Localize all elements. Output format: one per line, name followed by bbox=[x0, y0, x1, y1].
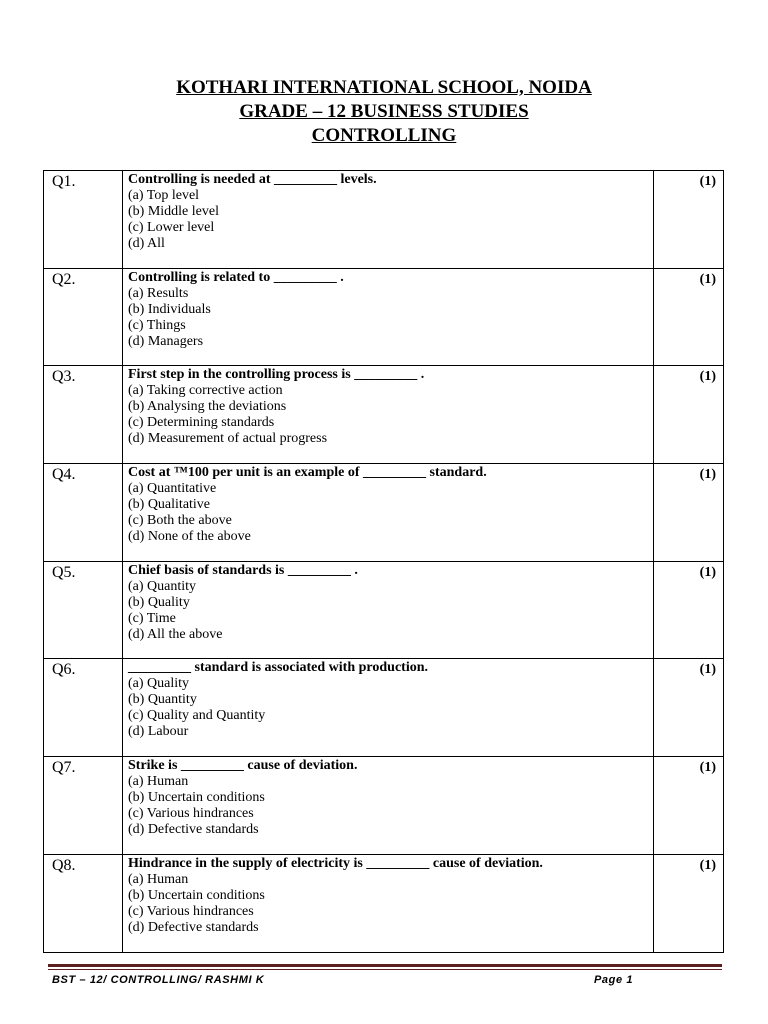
question-content bbox=[123, 659, 654, 757]
question-text: Controlling is related to _________ . bbox=[128, 269, 344, 285]
answer-option: (a) Quantitative bbox=[128, 481, 217, 497]
question-marks: (1) bbox=[654, 757, 724, 855]
question-number: Q2. bbox=[44, 268, 123, 366]
answer-option: (a) Human bbox=[128, 871, 189, 887]
question-row bbox=[44, 366, 724, 464]
question-text: Hindrance in the supply of electricity is _________ cause of deviation. bbox=[128, 855, 543, 871]
question-text: Controlling is needed at _________ levels. bbox=[128, 172, 377, 187]
question-text: Cost at ™100 per unit is an example of _________ standard. bbox=[128, 465, 487, 481]
answer-option: (d) Defective standards bbox=[128, 822, 259, 838]
answer-option: (c) Time bbox=[128, 610, 176, 626]
answer-option: (b) Qualitative bbox=[128, 497, 211, 513]
answer-option: (c) Lower level bbox=[128, 220, 215, 235]
footer-rule-thick bbox=[48, 964, 722, 967]
answer-option: (a) Results bbox=[128, 285, 189, 301]
question-number: Q1. bbox=[44, 171, 123, 269]
question-row bbox=[44, 171, 724, 269]
grade-subject: GRADE – 12 BUSINESS STUDIES bbox=[239, 101, 529, 122]
question-marks: (1) bbox=[654, 561, 724, 659]
question-marks: (1) bbox=[654, 659, 724, 757]
answer-option: (b) Uncertain conditions bbox=[128, 887, 265, 903]
answer-option: (b) Uncertain conditions bbox=[128, 790, 265, 806]
question-row bbox=[44, 757, 724, 855]
question-text: Strike is _________ cause of deviation. bbox=[128, 758, 358, 774]
answer-option: (c) Both the above bbox=[128, 513, 232, 529]
answer-option: (a) Quantity bbox=[128, 578, 197, 594]
answer-option: (d) All the above bbox=[128, 626, 223, 642]
question-marks: (1) bbox=[654, 171, 724, 269]
chapter-title: CONTROLLING bbox=[311, 125, 457, 146]
question-content bbox=[123, 268, 654, 366]
answer-option: (a) Top level bbox=[128, 188, 200, 203]
question-text: Chief basis of standards is _________ . bbox=[128, 562, 358, 578]
question-marks: (1) bbox=[654, 854, 724, 952]
school-name: KOTHARI INTERNATIONAL SCHOOL, NOIDA bbox=[176, 77, 592, 98]
question-text: _________ standard is associated with production. bbox=[128, 660, 429, 676]
answer-option: (b) Middle level bbox=[128, 204, 219, 219]
answer-option: (a) Human bbox=[128, 774, 189, 790]
question-content bbox=[123, 171, 654, 269]
answer-option: (b) Analysing the deviations bbox=[128, 399, 287, 415]
answer-option: (d) Labour bbox=[128, 724, 189, 740]
question-content bbox=[123, 757, 654, 855]
question-marks: (1) bbox=[654, 366, 724, 464]
answer-option: (d) None of the above bbox=[128, 529, 251, 545]
footer-course-label: BST – 12/ CONTROLLING/ RASHMI K bbox=[52, 974, 265, 986]
question-content bbox=[123, 561, 654, 659]
question-table bbox=[43, 170, 724, 953]
footer-page-number: Page 1 bbox=[594, 974, 634, 986]
question-content bbox=[123, 464, 654, 562]
answer-option: (b) Quality bbox=[128, 594, 190, 610]
answer-option: (c) Determining standards bbox=[128, 415, 275, 431]
answer-option: (d) Managers bbox=[128, 333, 204, 349]
question-row bbox=[44, 464, 724, 562]
question-number: Q8. bbox=[44, 854, 123, 952]
answer-option: (b) Individuals bbox=[128, 301, 211, 317]
answer-option: (c) Various hindrances bbox=[128, 806, 254, 822]
question-number: Q4. bbox=[44, 464, 123, 562]
document-header bbox=[0, 76, 768, 148]
answer-option: (d) All bbox=[128, 236, 165, 251]
question-row bbox=[44, 854, 724, 952]
question-row bbox=[44, 659, 724, 757]
question-row bbox=[44, 561, 724, 659]
question-content bbox=[123, 366, 654, 464]
answer-option: (c) Things bbox=[128, 317, 186, 333]
question-marks: (1) bbox=[654, 268, 724, 366]
question-number: Q6. bbox=[44, 659, 123, 757]
answer-option: (d) Measurement of actual progress bbox=[128, 431, 328, 447]
question-number: Q7. bbox=[44, 757, 123, 855]
answer-option: (c) Quality and Quantity bbox=[128, 708, 266, 724]
question-row bbox=[44, 268, 724, 366]
question-number: Q3. bbox=[44, 366, 123, 464]
answer-option: (c) Various hindrances bbox=[128, 903, 254, 919]
answer-option: (a) Quality bbox=[128, 676, 190, 692]
question-text: First step in the controlling process is _________ . bbox=[128, 367, 425, 383]
question-number: Q5. bbox=[44, 561, 123, 659]
answer-option: (b) Quantity bbox=[128, 692, 197, 708]
answer-option: (d) Defective standards bbox=[128, 919, 259, 935]
question-content bbox=[123, 854, 654, 952]
answer-option: (a) Taking corrective action bbox=[128, 383, 283, 399]
question-marks: (1) bbox=[654, 464, 724, 562]
footer-rule-thin bbox=[48, 969, 722, 970]
